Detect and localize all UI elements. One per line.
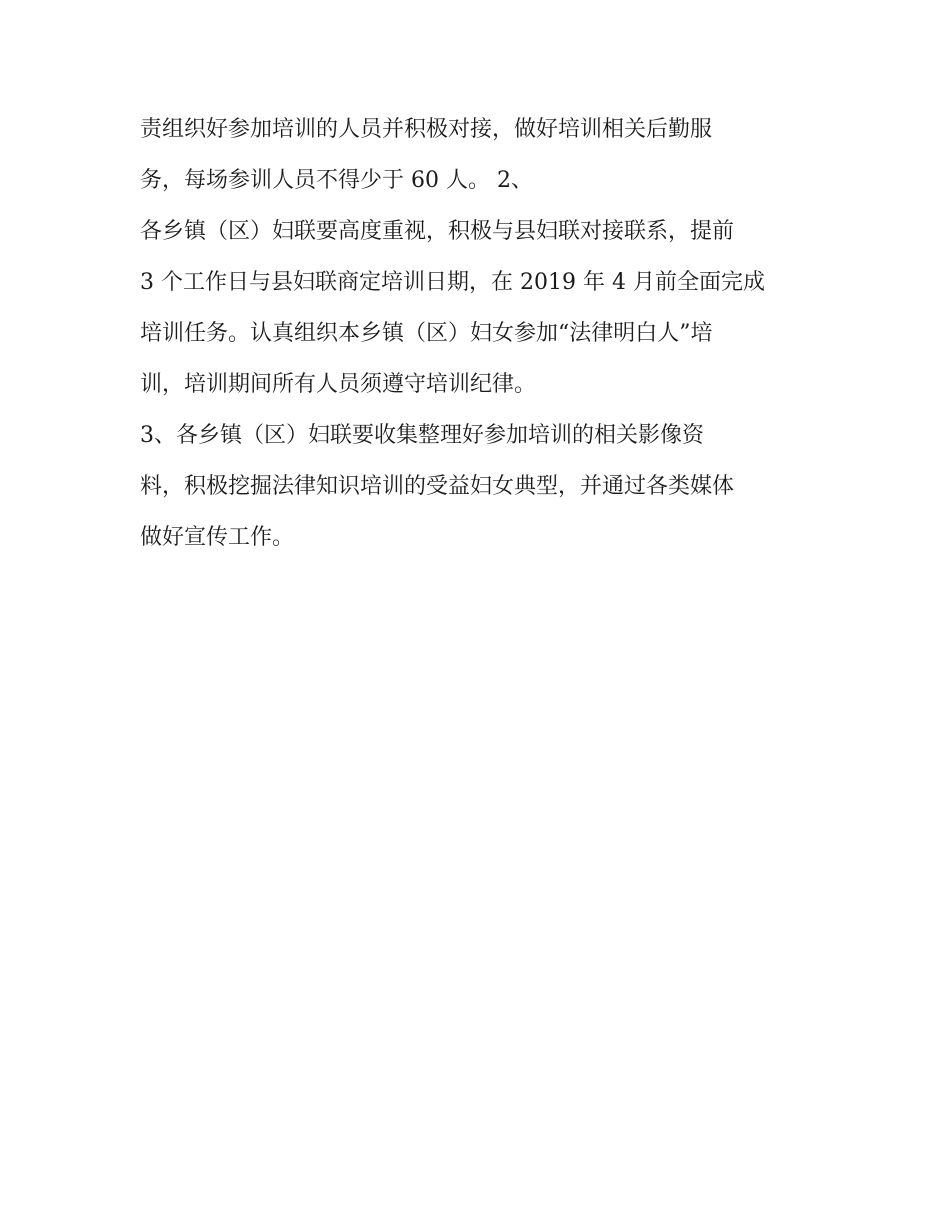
text-line: 培训任务。认真组织本乡镇（区）妇女参加“法律明白人”培 xyxy=(140,321,713,346)
text-line: 3 个工作日与县妇联商定培训日期，在 2019 年 4 月前全面完成 xyxy=(140,270,765,295)
text-line: 各乡镇（区）妇联要高度重视，积极与县妇联对接联系，提前 xyxy=(140,219,735,244)
text-line: 3、各乡镇（区）妇联要收集整理好参加培训的相关影像资 xyxy=(140,423,704,448)
text-line: 料，积极挖掘法律知识培训的受益妇女典型，并通过各类媒体 xyxy=(140,474,735,499)
document-body xyxy=(140,104,820,563)
text-line: 训，培训期间所有人员须遵守培训纪律。 xyxy=(140,372,537,397)
text-line: 做好宣传工作。 xyxy=(140,525,295,550)
text-line: 责组织好参加培训的人员并积极对接，做好培训相关后勤服 xyxy=(140,117,713,142)
text-line: 务，每场参训人员不得少于 60 人。 2、 xyxy=(140,168,533,193)
